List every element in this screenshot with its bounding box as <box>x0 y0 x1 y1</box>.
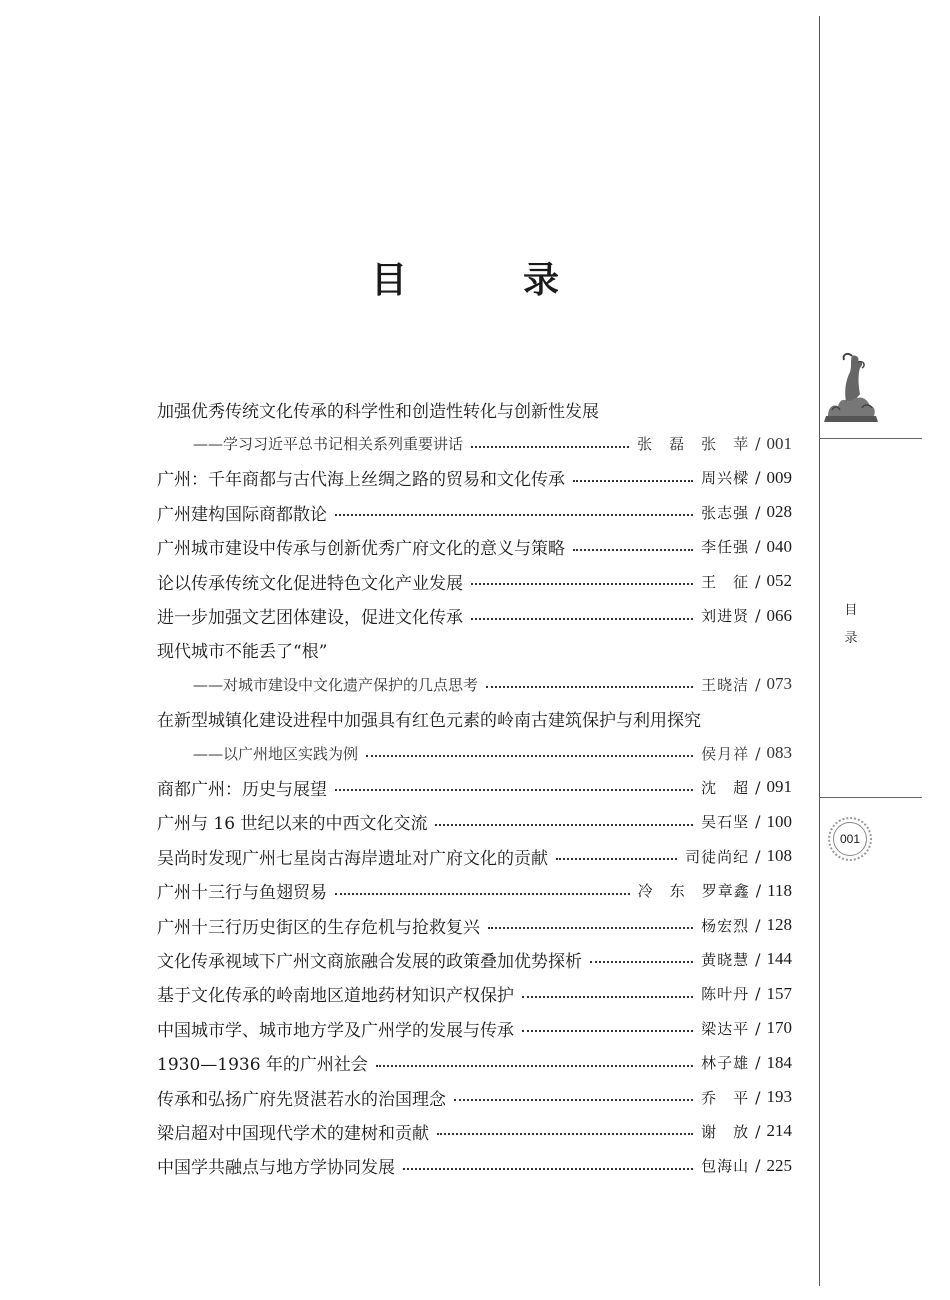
dot-leader <box>522 996 693 998</box>
toc-entry-title: 梁启超对中国现代学术的建树和贡献 <box>157 1123 429 1144</box>
dot-leader <box>435 824 693 826</box>
toc-entry-title: 吴尚时发现广州七星岗古海岸遗址对广府文化的贡献 <box>157 848 548 869</box>
page-separator: / <box>755 571 761 591</box>
toc-entry-page: 009 <box>766 467 792 487</box>
side-label-bottom: 录 <box>844 631 858 646</box>
page-separator: / <box>755 1156 761 1176</box>
dot-leader <box>556 858 677 860</box>
toc-entry-page: 083 <box>766 743 792 763</box>
toc-entry-page: 040 <box>766 536 792 556</box>
dot-leader <box>573 549 693 551</box>
page-separator: / <box>755 949 761 969</box>
page-number: 001 <box>833 822 867 856</box>
toc-entry-author: 梁达平 <box>701 1019 750 1038</box>
toc-entry-page: 214 <box>766 1121 792 1141</box>
toc-entry-page: 225 <box>766 1155 792 1175</box>
toc-entry-page: 052 <box>766 571 792 591</box>
toc-entry-title: 加强优秀传统文化传承的科学性和创造性转化与创新性发展 <box>157 401 599 422</box>
toc-entry-page: 100 <box>766 811 792 831</box>
toc-entry-title: 1930—1936 年的广州社会 <box>157 1055 368 1076</box>
page-separator: / <box>755 984 761 1004</box>
toc-entry[interactable] <box>157 392 792 426</box>
table-of-contents <box>157 392 792 1183</box>
page-separator: / <box>755 1018 761 1038</box>
page-separator: / <box>755 434 761 454</box>
toc-entry-subtitle: ——对城市建设中文化遗产保护的几点思考 <box>193 675 479 694</box>
toc-entry-author: 杨宏烈 <box>701 916 750 935</box>
toc-entry-author: 谢 放 <box>701 1122 750 1141</box>
dot-leader <box>366 755 693 757</box>
toc-entry[interactable] <box>157 461 792 495</box>
toc-entry-title: 文化传承视域下广州文商旅融合发展的政策叠加优势探析 <box>157 951 582 972</box>
toc-entry-page: 073 <box>766 674 792 694</box>
dot-leader <box>335 514 693 516</box>
toc-entry-author: 王 征 <box>701 572 750 591</box>
toc-entry-subtitle: ——学习习近平总书记相关系列重要讲话 <box>193 435 464 454</box>
toc-entry-title: 广州城市建设中传承与创新优秀广府文化的意义与策略 <box>157 539 565 560</box>
toc-entry[interactable] <box>157 564 792 598</box>
toc-entry[interactable] <box>157 426 792 460</box>
dot-leader <box>335 893 630 895</box>
toc-entry-title: 广州：千年商都与古代海上丝绸之路的贸易和文化传承 <box>157 470 565 491</box>
toc-entry-title: 中国城市学、城市地方学及广州学的发展与传承 <box>157 1020 514 1041</box>
dot-leader <box>488 927 693 929</box>
toc-entry[interactable] <box>157 702 792 736</box>
margin-divider <box>819 16 820 1286</box>
toc-entry[interactable] <box>157 1011 792 1045</box>
toc-entry-author: 李任强 <box>701 538 750 557</box>
toc-entry-title: 广州建构国际商都散论 <box>157 504 327 525</box>
folio-badge <box>828 817 872 861</box>
toc-entry[interactable] <box>157 873 792 907</box>
dot-leader <box>471 446 629 448</box>
dot-leader <box>376 1065 693 1067</box>
toc-entry-page: 066 <box>766 605 792 625</box>
toc-entry[interactable] <box>157 667 792 701</box>
toc-entry-author: 侯月祥 <box>701 744 750 763</box>
toc-entry-author: 乔 平 <box>701 1088 750 1107</box>
toc-entry-author: 刘进贤 <box>701 607 750 626</box>
toc-entry[interactable] <box>157 736 792 770</box>
page-separator: / <box>755 846 761 866</box>
toc-entry-page: 128 <box>766 915 792 935</box>
page-separator: / <box>755 606 761 626</box>
toc-entry-author: 王晓洁 <box>701 675 750 694</box>
toc-entry-title: 论以传承传统文化促进特色文化产业发展 <box>157 573 463 594</box>
toc-entry-author: 司徒尚纪 <box>685 847 750 866</box>
margin-rule-bottom <box>819 797 922 798</box>
toc-entry-title: 广州与 16 世纪以来的中西文化交流 <box>157 814 428 835</box>
toc-entry[interactable] <box>157 495 792 529</box>
page-separator: / <box>755 1087 761 1107</box>
dot-leader <box>471 618 693 620</box>
toc-entry-author: 冷 东 罗章鑫 <box>637 882 750 901</box>
toc-entry-page: 108 <box>766 846 792 866</box>
page-title: 目 录 <box>370 259 599 301</box>
page-separator: / <box>755 743 761 763</box>
toc-entry-author: 沈 超 <box>701 778 750 797</box>
toc-entry-title: 中国学共融点与地方学协同发展 <box>157 1158 395 1179</box>
toc-entry-page: 028 <box>766 502 792 522</box>
side-label-top: 目 <box>844 603 858 618</box>
toc-entry[interactable] <box>157 805 792 839</box>
dot-leader <box>573 480 693 482</box>
toc-entry-title: 基于文化传承的岭南地区道地药材知识产权保护 <box>157 986 514 1007</box>
dot-leader <box>590 961 693 963</box>
section-side-label <box>842 597 860 653</box>
toc-entry-page: 184 <box>766 1052 792 1072</box>
toc-entry-title: 商都广州：历史与展望 <box>157 779 327 800</box>
page-separator: / <box>755 777 761 797</box>
toc-entry[interactable] <box>157 1080 792 1114</box>
page-separator: / <box>755 812 761 832</box>
page-separator: / <box>755 915 761 935</box>
dot-leader <box>471 583 693 585</box>
toc-entry-page: 091 <box>766 777 792 797</box>
toc-entry-page: 144 <box>766 949 792 969</box>
toc-entry-title: 在新型城镇化建设进程中加强具有红色元素的岭南古建筑保护与利用探究 <box>157 711 701 732</box>
toc-entry[interactable] <box>157 942 792 976</box>
toc-entry-author: 张志强 <box>701 503 750 522</box>
page-separator: / <box>755 881 762 901</box>
dot-leader <box>454 1099 693 1101</box>
toc-entry[interactable] <box>157 598 792 632</box>
dot-leader <box>437 1133 693 1135</box>
page-separator: / <box>755 537 761 557</box>
toc-entry-title: 传承和弘扬广府先贤湛若水的治国理念 <box>157 1089 446 1110</box>
toc-entry-page: 170 <box>766 1018 792 1038</box>
toc-entry[interactable] <box>157 1045 792 1079</box>
page-separator: / <box>755 468 761 488</box>
toc-entry-author: 林子雄 <box>701 1054 750 1073</box>
dot-leader <box>335 789 693 791</box>
toc-entry[interactable] <box>157 633 792 667</box>
toc-entry-author: 张 磊 张 苹 <box>637 435 750 454</box>
page-separator: / <box>755 1121 761 1141</box>
five-rams-statue-icon <box>822 350 880 424</box>
toc-entry[interactable] <box>157 908 792 942</box>
toc-entry[interactable] <box>157 530 792 564</box>
toc-entry-title: 现代城市不能丢了“根” <box>157 642 328 663</box>
toc-entry-author: 周兴樑 <box>701 469 750 488</box>
toc-entry-author: 陈叶丹 <box>701 985 750 1004</box>
toc-entry-author: 包海山 <box>701 1157 750 1176</box>
dot-leader <box>486 686 693 688</box>
toc-entry[interactable] <box>157 1149 792 1183</box>
toc-entry-author: 黄晓慧 <box>701 950 750 969</box>
toc-entry-title: 广州十三行与鱼翅贸易 <box>157 883 327 904</box>
page-separator: / <box>755 1053 761 1073</box>
toc-entry[interactable] <box>157 977 792 1011</box>
toc-entry[interactable] <box>157 1114 792 1148</box>
toc-entry-page: 193 <box>766 1087 792 1106</box>
margin-rule-top <box>819 438 922 439</box>
toc-entry-page: 001 <box>766 433 792 453</box>
toc-entry[interactable] <box>157 839 792 873</box>
toc-entry-subtitle: ——以广州地区实践为例 <box>193 744 359 763</box>
toc-entry-title: 进一步加强文艺团体建设，促进文化传承 <box>157 608 463 629</box>
page-separator: / <box>755 502 761 522</box>
toc-entry-page: 118 <box>767 880 792 900</box>
toc-entry-page: 157 <box>766 983 792 1003</box>
toc-entry-title: 广州十三行历史街区的生存危机与抢救复兴 <box>157 917 480 938</box>
toc-entry[interactable] <box>157 770 792 804</box>
dot-leader <box>403 1168 693 1170</box>
dot-leader <box>522 1030 693 1032</box>
toc-entry-author: 吴石坚 <box>701 813 750 832</box>
page-separator: / <box>755 674 761 694</box>
